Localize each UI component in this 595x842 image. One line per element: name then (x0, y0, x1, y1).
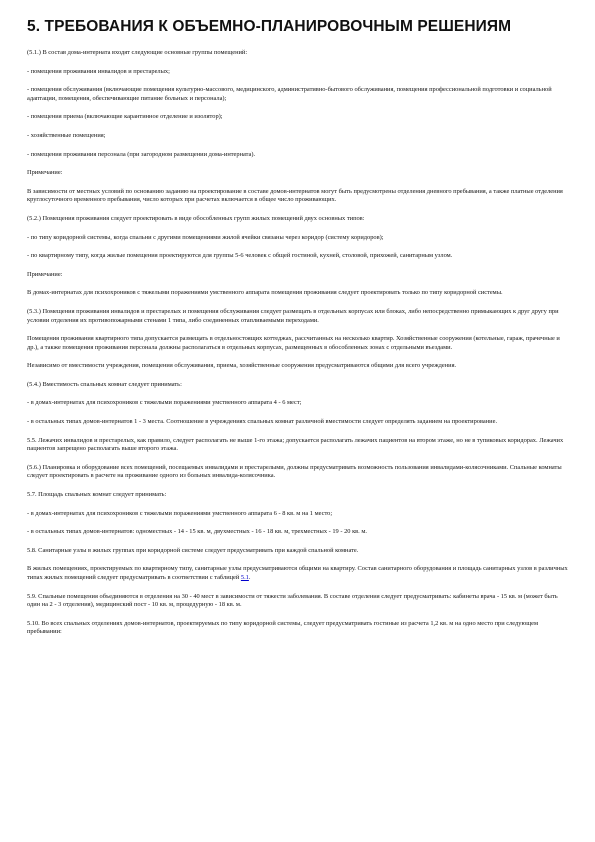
note-heading: Примечание: (27, 270, 63, 278)
paragraph: Помещения проживания квартирного типа допускается размещать в отдельностоящих коттеджах, рассчитанных на несколько квартир. Хозяйственные сооружения (котельные, гараж, прачечные и др.), а также помещения проживания персонала должны располагаться в отдельных корпусах, размещенных в обособленных зонах с отдельными въездами. (27, 335, 560, 351)
paragraph: 5.5. Лежачих инвалидов и престарелых, как правило, следует располагать не выше 1-го этажа; допускается располагать лежачих пациентов на втором этаже, но не в тупиковых коридорах. Лежачих пациентов запрещено располагать выше второго этажа. (27, 436, 564, 453)
list-item: - хозяйственные помещения; (27, 131, 106, 139)
paragraph (27, 565, 569, 582)
list-item: - в домах-интернатах для психохроников с тяжелыми поражениями умственного аппарата 4 - 6 мест; (27, 399, 302, 407)
paragraph: Независимо от вместимости учреждения, помещения обслуживания, приема, хозяйственные сооружения предусматриваются общими для всего учреждения. (27, 362, 457, 370)
list-item: - в домах-интернатах для психохроников с тяжелыми поражениями умственного аппарата 6 - 8 кв. м на 1 место; (27, 509, 333, 517)
paragraph: 5.8. Санитарные узлы в жилых группах при коридорной системе следует предусматривать при каждой спальной комнате. (27, 546, 359, 554)
list-item: - в остальных типах домов-интернатов 1 - 3 места. Соотношение в учреждениях спальных комнат различной вместимости следует определять заданием на проектирование. (27, 418, 498, 426)
paragraph: (5.1.) В состав дома-интерната входят следующие основные группы помещений: (27, 49, 248, 56)
paragraph: (5.3.) Помещения проживания инвалидов и престарелых и помещения обслуживания следует размещать в отдельных корпусах или блоках, либо непосредственно примыкающих к друг другу при условии отделения их противопожарными стенами 1 типа, либо соединенных отапливаемыми переходами. (27, 307, 559, 324)
paragraph-text-end: . (248, 574, 251, 581)
list-item: - в остальных типах домов-интернатов: одноместных - 14 - 15 кв. м, двухместных - 16 - 18 кв. м, трехместных - 19 - 20 кв. м. (27, 528, 368, 536)
paragraph: В домах-интернатах для психохроников с тяжелыми поражениями умственного аппарата помещения проживания следует проектировать только по типу коридорной системы. (27, 289, 503, 297)
list-item: - помещения проживания инвалидов и престарелых; (27, 67, 170, 75)
page-title: 5. ТРЕБОВАНИЯ К ОБЪЕМНО-ПЛАНИРОВОЧНЫМ РЕШЕНИЯМ (27, 18, 512, 35)
paragraph: В зависимости от местных условий по основанию заданию на проектирование в составе домов-интернатов могут быть предусмотрены отделения дневного пребывания, а также платные отделения круглосуточного временного пребывания, число которых при расчетах включается в общее число проживающих. (27, 187, 563, 204)
paragraph: (5.6.) Планировка и оборудование всех помещений, посещаемых инвалидами и престарелыми, должны предусматривать возможность пользования инвалидами-колясочниками. Спальные комнаты следует проектировать в расчете на проживание одного из больных инвалида-колясочника. (27, 463, 562, 480)
paragraph: (5.2.) Помещения проживания следует проектировать в виде обособленных групп жилых помещений двух основных типов: (27, 214, 365, 222)
list-item: - по типу коридорной системы, когда спальни с другими помещениями жилой ячейки связаны через коридор (систему коридоров); (27, 233, 384, 241)
paragraph-text: В жилых помещениях, проектируемых по квартирному типу, санитарные узлы предусматриваются общими на квартиру. Состав санитарного оборудования и площадь санитарных узлов в различных типах жилых помещений следует предусматривать в соответствии с таблицей (27, 565, 568, 581)
list-item: - помещения проживания персонала (при загородном размещении дома-интерната). (27, 150, 256, 158)
table-link[interactable]: 5.1 (240, 574, 249, 581)
list-item: - помещения приема (включающие карантинное отделение и изолятор); (27, 113, 223, 121)
paragraph: 5.7. Площадь спальных комнат следует принимать: (27, 491, 167, 499)
document-body (27, 49, 569, 637)
list-item: - помещения обслуживания (включающие помещения культурно-массового, медицинского, административно-бытового обслуживания, помещения профессиональной подготовки и социальной адаптации, помещения, обеспечивающие питание больных и персонала); (27, 86, 552, 102)
note-heading: Примечание: (27, 169, 63, 177)
paragraph: (5.4.) Вместимость спальных комнат следует принимать: (27, 380, 182, 388)
paragraph: 5.9. Спальные помещения объединяются в отделения на 30 - 40 мест в зависимости от тяжести заболевания. В составе отделения следует предусматривать: кабинеты врача - 15 кв. м (может быть один на 2 - 3 отделения), медицинский пост - 10 кв. м, процедурную - 18 кв. м. (27, 592, 558, 609)
list-item: - по квартирному типу, когда жилые помещения проектируются для группы 5-6 человек с общей гостиной, кухней, столовой, прихожей, санитарным узлом. (27, 252, 453, 260)
paragraph: 5.10. Во всех спальных отделениях домов-интернатов, проектируемых по типу коридорной системы, следует предусматривать гостиные из расчета 1,2 кв. м на одно место при следующем пребывании: (27, 619, 539, 636)
